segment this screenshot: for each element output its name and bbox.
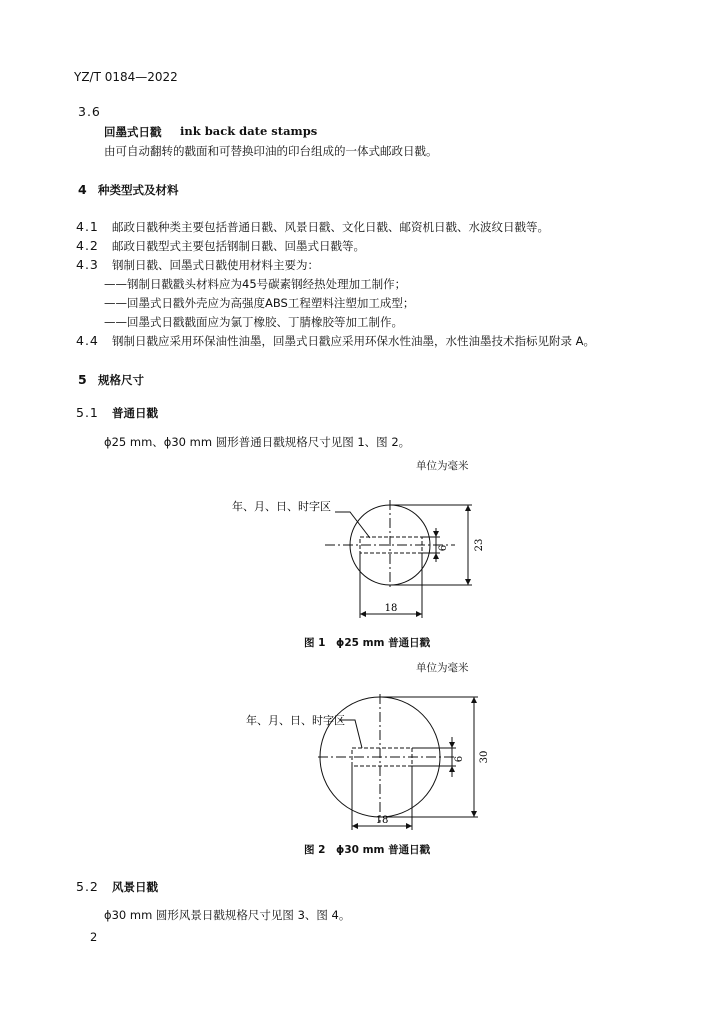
section-5-2-title: 风景日戳 — [112, 880, 158, 894]
dimension-18-label: 18 — [375, 815, 389, 826]
clause-4-1-text: 邮政日戳种类主要包括普通日戳、风景日戳、文化日戳、邮资机日戳、水波纹日戳等。 — [112, 220, 549, 234]
dimension-23-label: 23 — [474, 538, 485, 552]
date-zone-label: 年、月、日、时字区 — [232, 500, 331, 513]
section-5-1-text: ϕ25 mm、ϕ30 mm 圆形普通日戳规格尺寸见图 1、图 2。 — [104, 435, 411, 449]
page-number: 2 — [90, 930, 98, 944]
clause-4-1-number: 4.1 — [76, 219, 99, 234]
figure-2-caption: 图 2 ϕ30 mm 普通日戳 — [304, 844, 431, 856]
section-5-1-title: 普通日戳 — [112, 406, 158, 420]
clause-4-3-number: 4.3 — [76, 257, 99, 272]
section-4-title: 种类型式及材料 — [98, 183, 179, 197]
section-4-number: 4 — [78, 182, 88, 197]
dimension-30-label: 30 — [479, 750, 490, 764]
label-leader-line — [335, 512, 370, 538]
term-chinese: 回墨式日戳 — [104, 125, 162, 139]
clause-4-4-number: 4.4 — [76, 333, 99, 348]
dimension-18-label: 18 — [384, 603, 398, 614]
material-item: ——回墨式日戳戳面应为氯丁橡胶、丁腈橡胶等加工制作。 — [104, 315, 403, 329]
clause-4-2-number: 4.2 — [76, 238, 99, 253]
dimension-6-label: 6 — [438, 544, 449, 552]
term-definition: 由可自动翻转的戳面和可替换印油的印台组成的一体式邮政日戳。 — [104, 144, 438, 158]
section-5-1-number: 5.1 — [76, 405, 99, 420]
material-item: ——钢制日戳戳头材料应为45号碳素钢经热处理加工制作； — [104, 277, 407, 291]
section-5-number: 5 — [78, 372, 88, 387]
figure-1-unit-note: 单位为毫米 — [416, 460, 469, 472]
clause-4-3-text: 钢制日戳、回墨式日戳使用材料主要为： — [112, 258, 319, 272]
section-3-6-number: 3.6 — [78, 104, 101, 119]
clause-4-4-text: 钢制日戳应采用环保油性油墨，回墨式日戳应采用环保水性油墨，水性油墨技术指标见附录 A。 — [112, 334, 596, 348]
material-item: ——回墨式日戳外壳应为高强度ABS工程塑料注塑加工成型； — [104, 296, 415, 310]
term-english: ink back date stamps — [180, 124, 318, 138]
figure-2-diagram — [200, 682, 520, 832]
figure-2-unit-note: 单位为毫米 — [416, 662, 469, 674]
dimension-6-label: 6 — [454, 755, 465, 763]
section-5-2-text: ϕ30 mm 圆形风景日戳规格尺寸见图 3、图 4。 — [104, 908, 351, 922]
figure-1-caption: 图 1 ϕ25 mm 普通日戳 — [304, 637, 431, 649]
date-zone-label: 年、月、日、时字区 — [246, 714, 345, 727]
section-5-title: 规格尺寸 — [98, 373, 144, 387]
clause-4-2-text: 邮政日戳型式主要包括钢制日戳、回墨式日戳等。 — [112, 239, 365, 253]
section-5-2-number: 5.2 — [76, 879, 99, 894]
standard-code-header: YZ/T 0184—2022 — [74, 70, 178, 84]
figure-1-diagram — [200, 490, 520, 630]
